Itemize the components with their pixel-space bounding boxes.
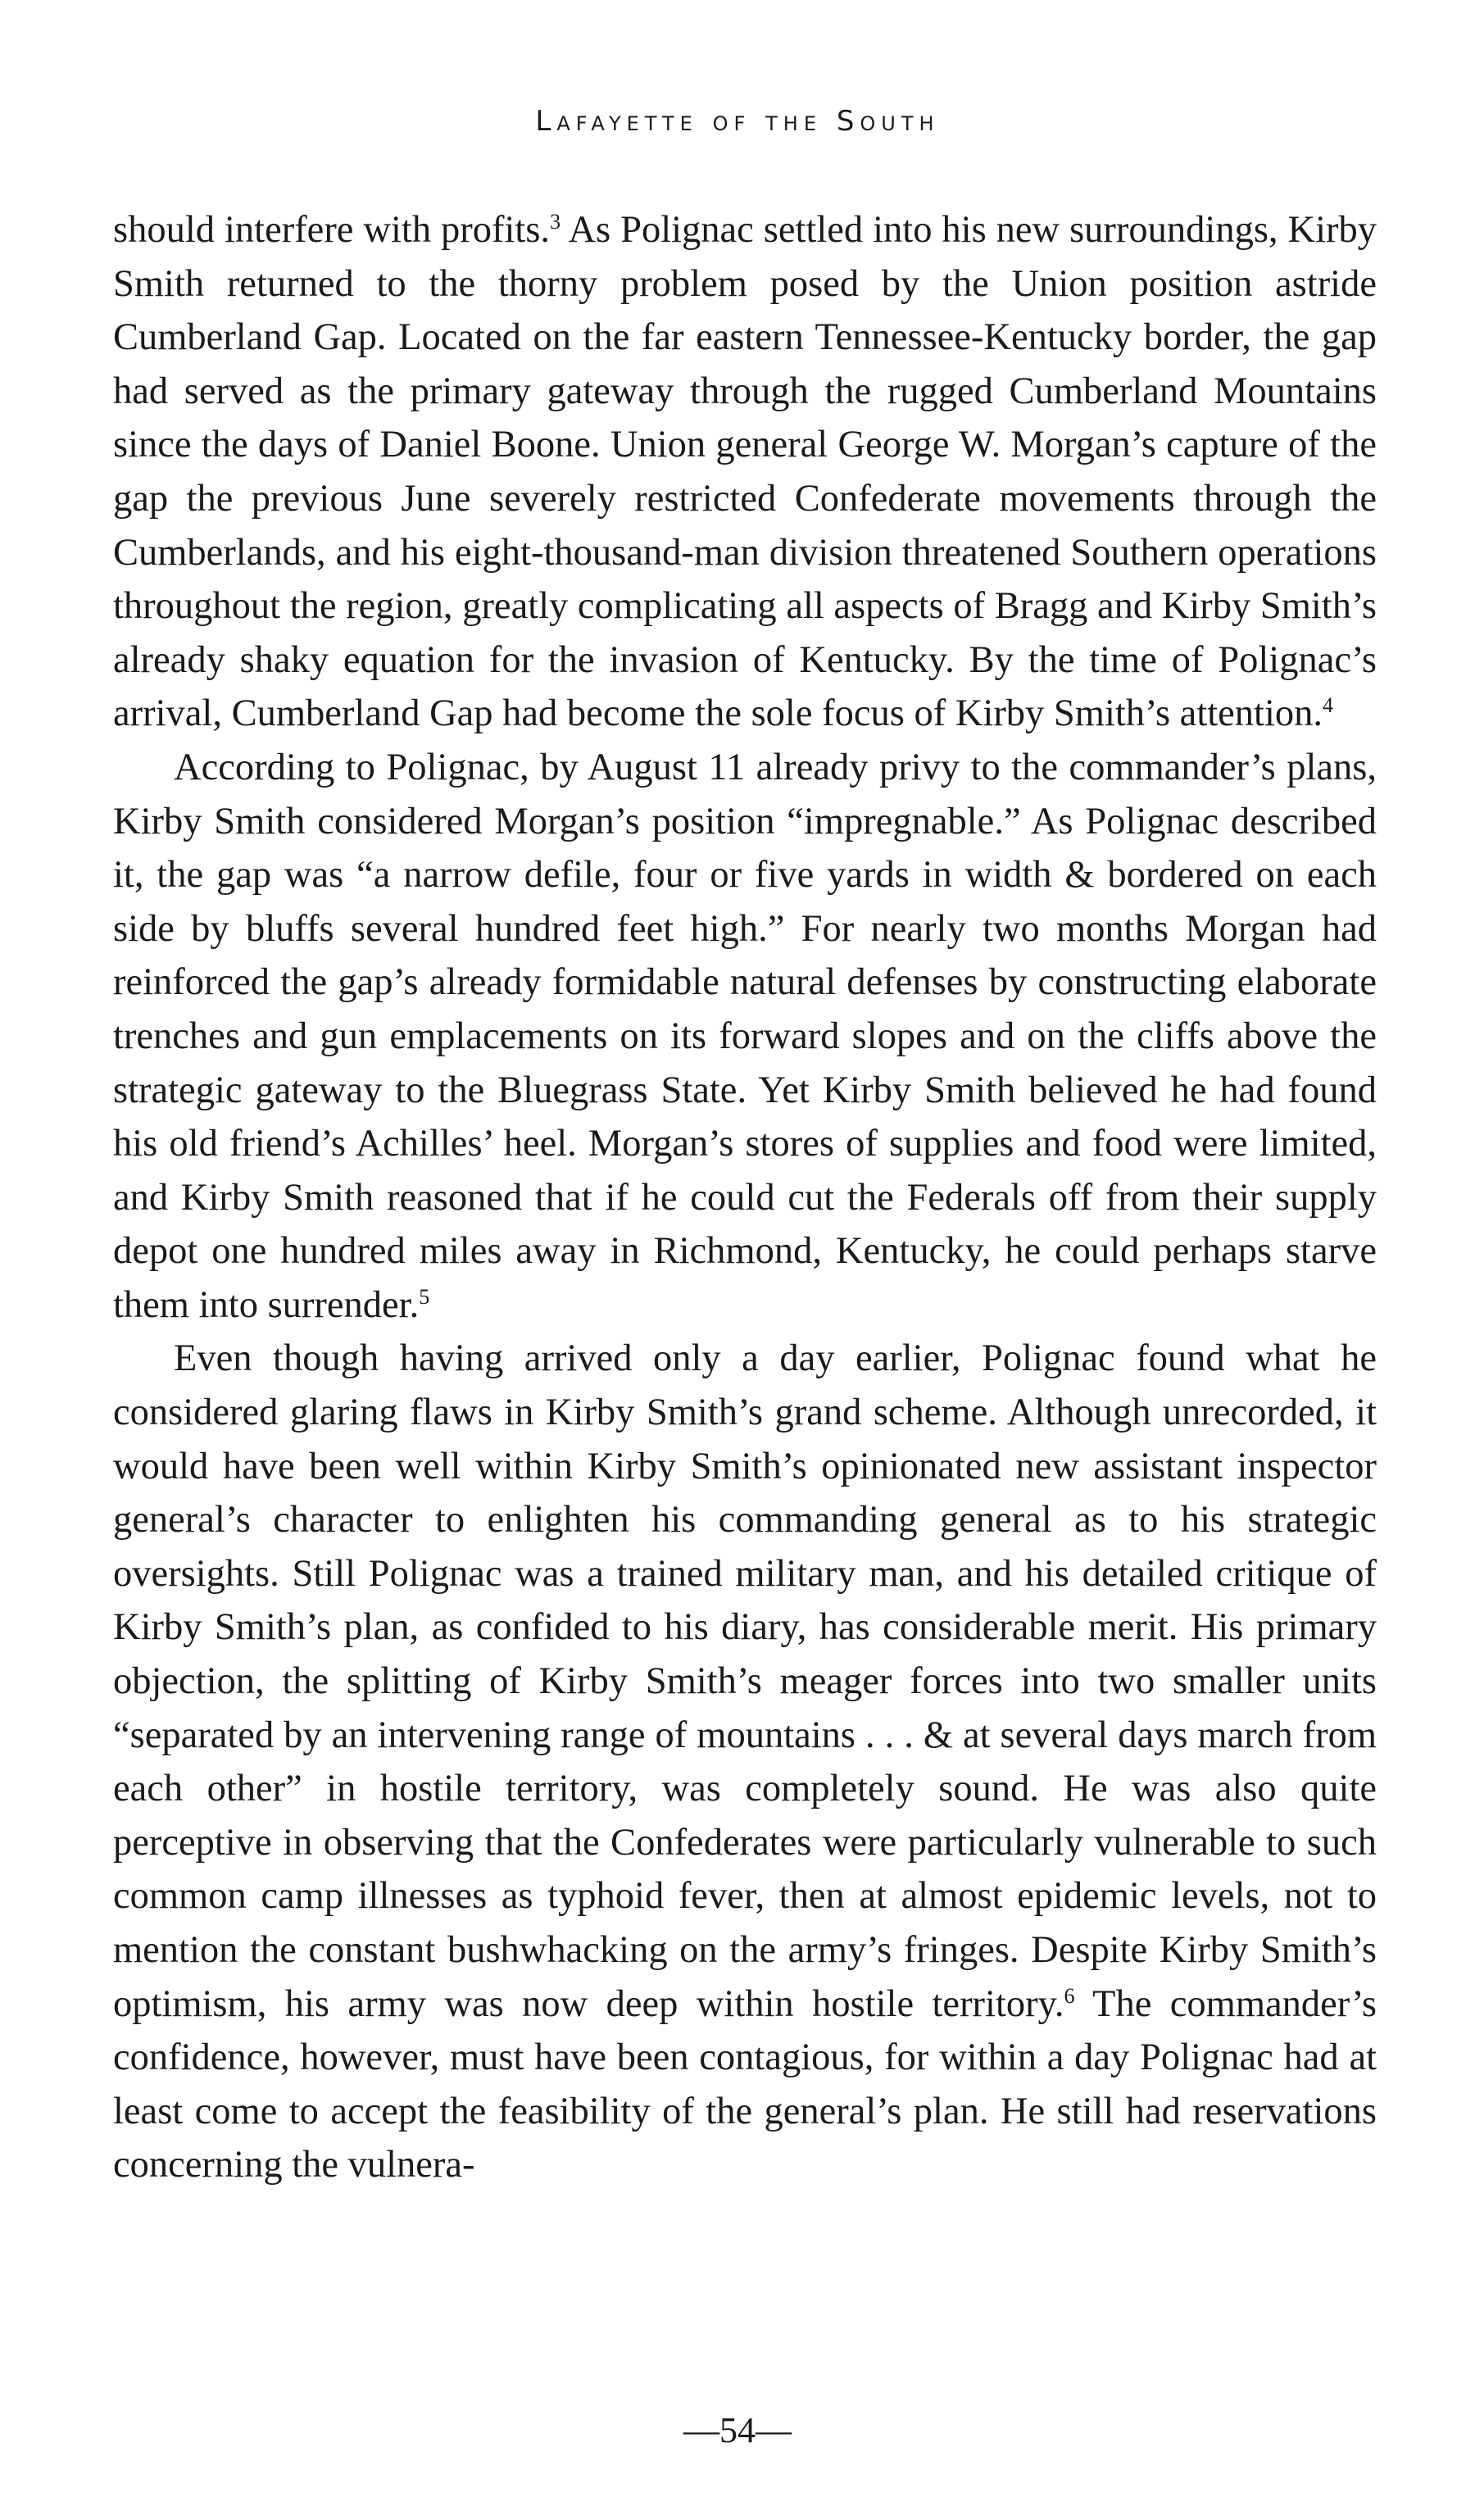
footnote-marker-6: 6: [1064, 1983, 1075, 2008]
body-text: [113, 203, 1377, 2192]
page-number: —54—: [683, 2410, 792, 2450]
text-segment: Even though having arrived only a day earlier, Polignac found what he considered glaring flaws in Kirby Smith’s grand scheme. Although unrecorded, it would have been well within Kirby Smith’s opinionated new assistant inspector general’s character to enlighten his commanding general as to his strategic oversights. Still Polignac was a trained military man, and his detailed critique of Kirby Smith’s plan, as confided to his diary, has considerable merit. His primary objection, the splitting of Kirby Smith’s meager forces into two smaller units “separated by an intervening range of mountains . . . & at several days march from each other” in hostile territory, was completely sound. He was also quite perceptive in observing that the Confederates were particularly vulnerable to such common camp illnesses as typhoid fever, then at almost epidemic levels, not to mention the constant bushwhacking on the army’s fringes. Despite Kirby Smith’s optimism, his army was now deep within hostile territory.: [113, 1337, 1377, 2025]
footnote-marker-3: 3: [550, 210, 561, 234]
paragraph-3: [113, 1332, 1377, 2192]
paragraph-1: [113, 203, 1377, 741]
footnote-marker-5: 5: [419, 1284, 430, 1309]
footnote-marker-4: 4: [1323, 693, 1334, 718]
paragraph-2: [113, 741, 1377, 1333]
text-segment: The commander’s confidence, however, must have been contagious, for within a day Polignac had at least come to accept the feasibility of the general’s plan. He still had reservations concerning the vulnera-: [113, 1982, 1377, 2186]
text-segment: should interfere with profits.: [113, 209, 551, 251]
running-head-title: Lafayette of the South: [535, 105, 940, 138]
text-segment: As Polignac settled into his new surroundings, Kirby Smith returned to the thorny problem posed by the Union position astride Cumberland Gap. Located on the far eastern Tennessee-Kentucky border, the gap had served as the primary gateway through the rugged Cumberland Mountains since the days of Daniel Boone. Union general George W. Morgan’s capture of the gap the previous June severely restricted Confederate movements through the Cumberlands, and his eight-thousand-man division threatened Southern operations throughout the region, greatly complicating all aspects of Bragg and Kirby Smith’s already shaky equation for the invasion of Kentucky. By the time of Polignac’s arrival, Cumberland Gap had become the sole focus of Kirby Smith’s attention.: [113, 209, 1377, 735]
text-segment: According to Polignac, by August 11 already privy to the commander’s plans, Kirby Smith considered Morgan’s position “impregnable.” As Polignac described it, the gap was “a narrow defile, four or five yards in width & bordered on each side by bluffs several hundred feet high.” For nearly two months Morgan had reinforced the gap’s already formidable natural defenses by constructing elaborate trenches and gun emplacements on its forward slopes and on the cliffs above the strategic gateway to the Bluegrass State. Yet Kirby Smith believed he had found his old friend’s Achilles’ heel. Morgan’s stores of supplies and food were limited, and Kirby Smith reasoned that if he could cut the Federals off from their supply depot one hundred miles away in Richmond, Kentucky, he could perhaps starve them into surrender.: [113, 746, 1377, 1326]
